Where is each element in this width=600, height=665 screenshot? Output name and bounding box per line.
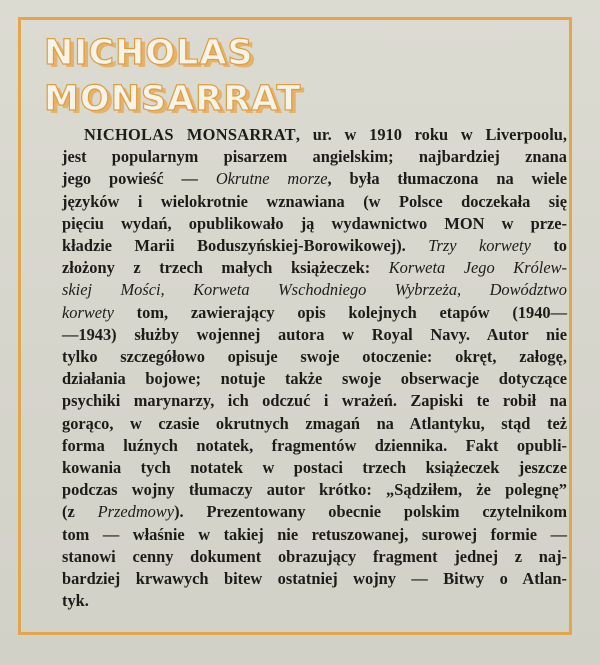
bio-text: , była tłumaczona na wiele <box>327 169 568 189</box>
bio-text: (z <box>62 502 98 522</box>
bio-line: tylko szczegółowo opisuje swoje otoczenie: okręt, załogę, <box>62 347 567 367</box>
bio-line: tyk. <box>62 591 89 611</box>
book-title-korweta-jego-krolewskiej: Korweta Jego Królew- <box>388 258 567 278</box>
bio-text: kładzie Marii Boduszyńskiej-Borowikowej). <box>62 236 429 256</box>
bio-line: języków i wielokrotnie wznawiana (w Polsce doczekała się <box>62 191 567 211</box>
bio-line: psychiki marynarzy, ich odczuć i wrażeń. Zapiski te robił na <box>62 391 567 411</box>
bio-line: bardziej krwawych bitew ostatniej wojny — Bitwy o Atlan- <box>62 569 567 589</box>
bio-line: skiej Mości, Korweta Wschodniego Wybrzeża, Dowództwo <box>62 280 567 300</box>
author-bio-paragraph <box>62 124 567 612</box>
author-title <box>44 30 344 122</box>
bio-text: ). Prezentowany obecnie polskim czytelnikom <box>174 502 567 522</box>
bio-line: —1943) służby wojennej autora w Royal Navy. Autor nie <box>62 324 567 344</box>
bio-line <box>62 235 567 257</box>
bio-line: działania bojowe; notuje także swoje obserwacje dotyczące <box>62 369 567 389</box>
bio-line <box>62 124 567 146</box>
bio-line <box>62 257 567 279</box>
bio-text: złożony z trzech małych książeczek: <box>62 258 389 278</box>
bio-text: , ur. w 1910 roku w Liverpoolu, <box>295 125 567 144</box>
bio-line: pięciu wydań, opublikowało ją wydawnictwo MON w prze- <box>62 213 567 233</box>
author-name: NICHOLAS MONSARRAT <box>84 125 296 144</box>
bio-line <box>62 168 567 190</box>
bio-line: gorąco, w czasie okrutnych zmagań na Atlantyku, stąd też <box>62 413 567 433</box>
book-title-okrutne-morze: Okrutne morze <box>215 169 328 189</box>
bio-line <box>62 501 567 523</box>
bio-line: tom — właśnie w takiej nie retuszowanej, surowej formie — <box>62 524 567 544</box>
book-title-przedmowy: Przedmowy <box>97 502 175 522</box>
book-title-dowodztwo-korwety: korwety <box>62 302 114 322</box>
book-title-trzy-korwety: Trzy korwety <box>428 236 531 256</box>
bio-line <box>62 302 567 324</box>
bio-line: forma luźnych notatek, fragmentów dziennika. Fakt opubli- <box>62 435 567 455</box>
author-title-line-2: MONSARRAT <box>44 79 302 119</box>
bio-line: kowania tych notatek w postaci trzech książeczek jeszcze <box>62 458 567 478</box>
bio-text: to <box>530 236 567 256</box>
bio-text: jego powieść — <box>62 169 216 189</box>
author-title-line-1: NICHOLAS <box>44 33 254 73</box>
bio-line: stanowi cenny dokument obrazujący fragment jednej z naj- <box>62 546 567 566</box>
bio-text: tom, zawierający opis kolejnych etapów (1940— <box>113 302 567 322</box>
bio-line: jest popularnym pisarzem angielskim; najbardziej znana <box>62 147 567 167</box>
bio-line: podczas wojny tłumaczy autor krótko: „Sądziłem, że polegnę” <box>62 480 567 500</box>
